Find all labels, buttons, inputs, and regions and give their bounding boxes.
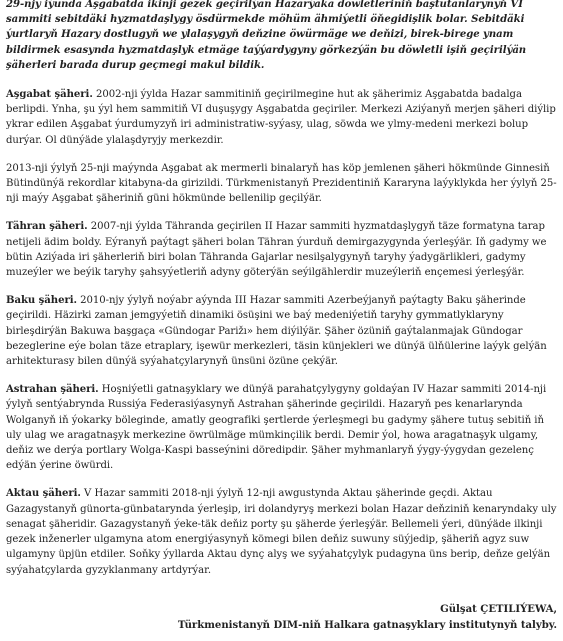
- article-intro: 29-njy iýunda Aşgabatda ikinji gezek geçirilýän Hazarýaka döwletleriniň baştutanlarynyň VI sammiti sebitdäki hyzmatdaşlygy ösdürmekde möhüm ähmiýetli öňegidişlik bolar. Sebitdäki ýurtlaryň Hazary dostlugyň we ylalaşygyň deňzine öwürmäge we deňizi, birek-birege ynam bildirmek esasynda hyzmatdaşlyk etmäge taýýardygyny görkezýän bu döwletli işiň geçirilýän şäherleri barada durup geçmegi makul bildik.: [6, 0, 527, 71]
- paragraph-aktau: [6, 486, 558, 577]
- paragraph-text: 2002-nji ýylda Hazar sammitiniň geçirilmegine hut ak şäherimiz Aşgabatda badalga berlipdi. Ynha, şu ýyl hem sammitiň VI duşuşygy Aşgabatda geçiriler. Merkezi Aziýanyň merjen şäheri diýlip ykrar edilen Aşgabat ýurdumyzyň iri administratiw-syýasy, ulag, söwda we ylmy-medeni merkezi bolup durýar. Ol dünýäde ylalaşdyryjy merkezdir.: [6, 89, 556, 146]
- paragraph-ashgabat: [6, 87, 558, 148]
- city-heading-baku: Baku şäheri.: [6, 295, 77, 307]
- city-heading-ashgabat: Aşgabat şäheri.: [6, 89, 93, 101]
- paragraph-astrakhan: [6, 382, 558, 473]
- paragraph-ashgabat-guinness: [6, 161, 558, 207]
- paragraph-tehran: [6, 219, 558, 280]
- city-heading-tehran: Tähran şäheri.: [6, 221, 88, 233]
- paragraph-text: 2007-nji ýylda Tähranda geçirilen II Hazar sammiti hyzmatdaşlygyň täze formatyna tarap netijeli ädim boldy. Eýranyň paýtagt şäheri bolan Tähran ýurduň demirgazygynda ýerleşýär. Iň gadymy we bütin Aziýada iri şäherleriň biri bolan Tähranda Gajarlar nesilşalygynyň taryhy ýadygärlikleri, gadymy muzeýler we beýik taryhy şahsyýetleriň adyny göterýän seýilgählerdir muzeýleriň ençemesi ýerleşýär.: [6, 221, 547, 279]
- city-heading-aktau: Aktau şäheri.: [6, 488, 81, 500]
- article: [6, 0, 558, 578]
- author-name: Gülşat ÇETILIÝEWA,: [440, 604, 557, 615]
- paragraph-text: 2010-njy ýylyň noýabr aýynda III Hazar sammiti Azerbeýjanyň paýtagty Baku şäherinde geçirildi. Häzirki zaman jemgyýetiň dinamiki ösüşini we baý medeniýetiň taryhy gymmatlyklaryny birleşdirýän Bakuwa başgaça «Gündogar Parižı» hem diýilýär. Şäher özüniň gaýtalanmajak Gündogar bezeglerine eýe bolan täze etraplary, işewür merkezleri, täsin künjekleri we dünýä ülňülerine laýyk gelýän arhitekturasy bilen dünýä syýahatçylarynyň ünsüni özüne çekýär.: [6, 295, 547, 368]
- paragraph-text: V Hazar sammiti 2018-nji ýylyň 12-nji awgustynda Aktau şäherinde geçdi. Aktau Gazagystanyň günorta-günbatarynda ýerleşip, iri dolandyryş merkezi bolan Hazar deňziniň kenaryndaky uly senagat şäheridir. Gazagystanyň ýeke-täk deňiz porty şu şäherde ýerleşýär. Bellemeli ýeri, dünýäde ilkinji gezek inženerler ulgamyna atom energiýasynyň kömegi bilen deňiz suwuny süýjedip, şäheriň agyz suw ulgamyny üpjün etdiler. Soňky ýyllarda Aktau dynç alyş we syýahatçylyk pudagyna üns berip, deňze gelýän syýahatçylarda gyzyklanmany artdyrýar.: [6, 488, 557, 576]
- paragraph-text: 2013-nji ýylyň 25-nji maýynda Aşgabat ak mermerli binalaryň has köp jemlenen şäheri hökmünde Ginnesiň Bütindünýä rekordlar kitabyna-da girizildi. Türkmenistanyň Prezidentiniň Kararyna laýyklykda her ýylyň 25-nji maýy Aşgabat şäheriniň güni hökmünde bellenilip geçilýär.: [6, 162, 557, 205]
- paragraph-baku: [6, 293, 558, 369]
- paragraph-text: Hoşniýetli gatnaşyklary we dünýä parahatçylygyny goldaýan IV Hazar sammiti 2014-nji ýylyň sentýabrynda Russiýa Federasiýasynyň Astrahan şäherinde geçirildi. Hazaryň pes kenarlarynda Wolganyň iň ýokarky böleginde, amatly geografiki şertlerde ýerleşmegi bu gadymy şähere tutuş sebitiň iň uly ulag we aragatnaşyk merkezine öwrülmäge mümkinçilik berdi. Demir ýol, howa aragatnaşyk ulgamy, deňiz we derýa portlary Wolga-Kaspi basseýnini döredipdir. Şäher myhmanlaryň ýygy-ýygydan gezelenç edýän ýerine öwürdi.: [6, 384, 547, 472]
- author-signature: [178, 602, 557, 634]
- author-affiliation: Türkmenistanyň DIM-niň Halkara gatnaşyklary institutynyň talyby.: [177, 620, 557, 631]
- city-heading-astrakhan: Astrahan şäheri.: [6, 384, 99, 396]
